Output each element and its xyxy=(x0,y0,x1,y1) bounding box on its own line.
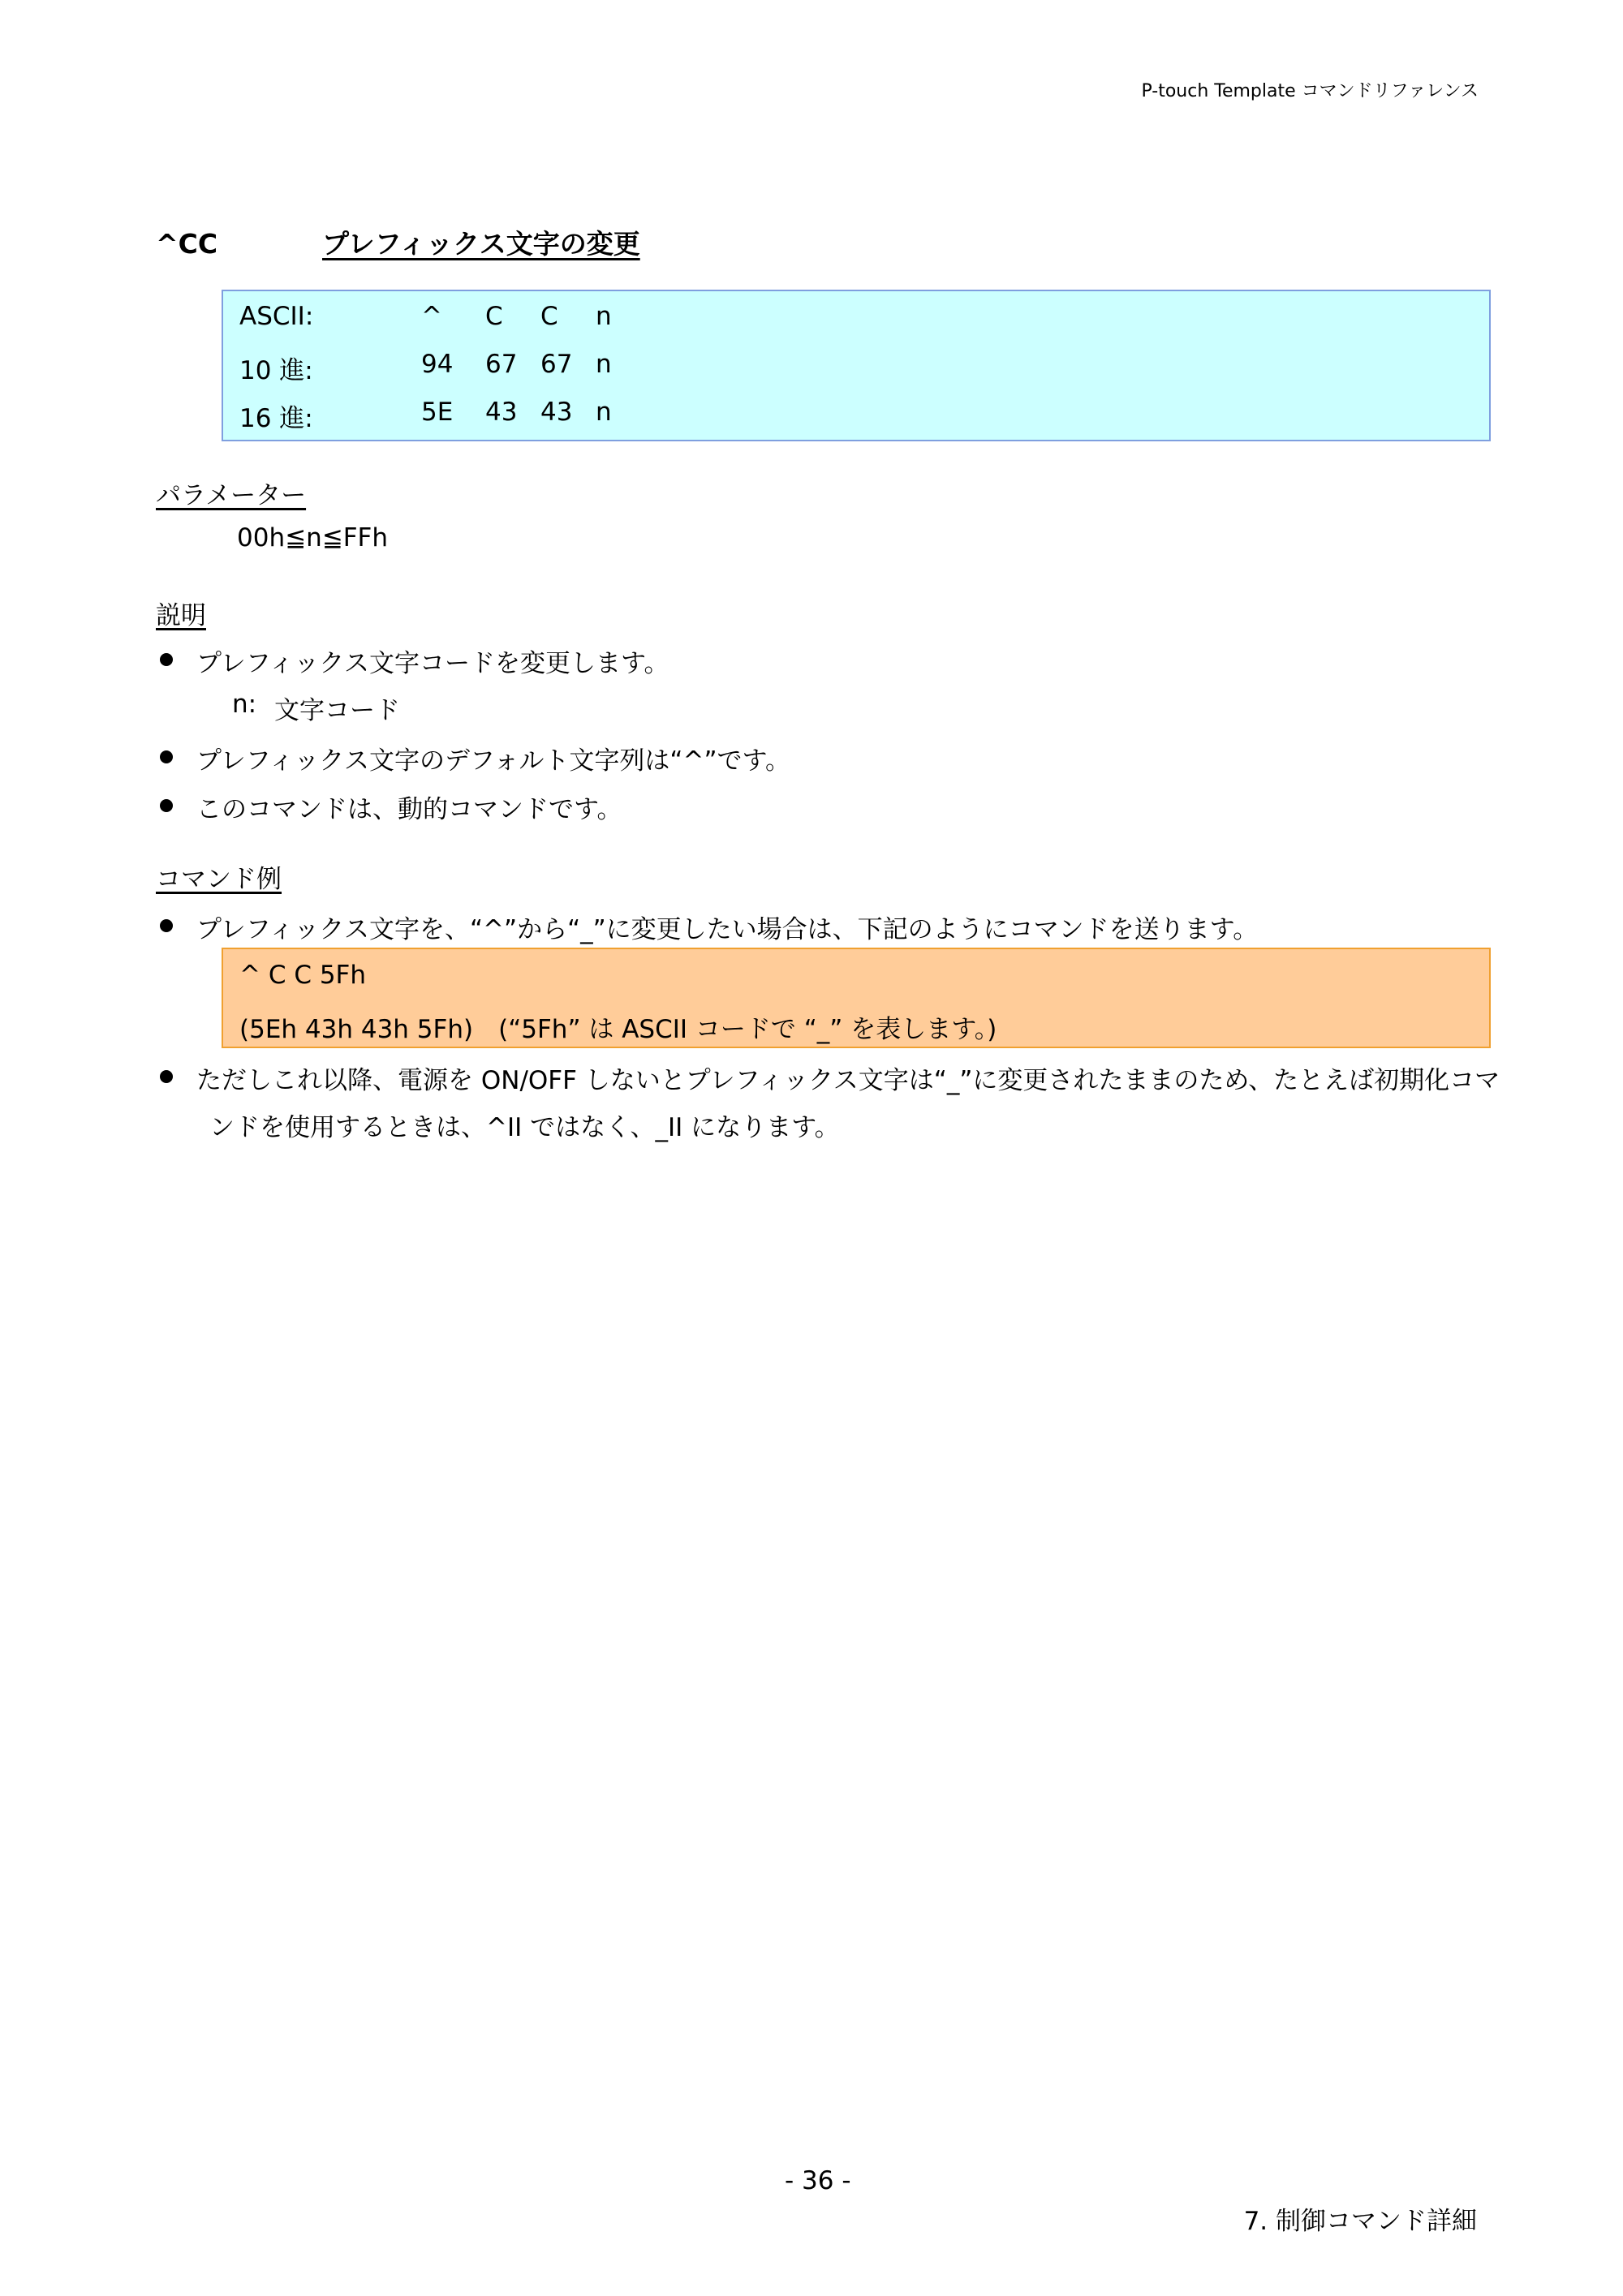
description-item: プレフィックス文字コードを変更します。 xyxy=(196,649,669,678)
encoding-cell: 94 xyxy=(421,350,454,379)
encoding-cell: C xyxy=(540,302,558,331)
command-name: ^CC xyxy=(156,228,218,260)
parameter-range: 00h≦n≦FFh xyxy=(237,523,388,553)
description-heading: 説明 xyxy=(156,601,206,630)
encoding-cell: n xyxy=(596,350,612,379)
bullet-icon xyxy=(160,750,173,763)
section-title xyxy=(156,223,640,261)
encoding-cell: C xyxy=(485,302,503,331)
page-number: - 36 - xyxy=(785,2166,851,2195)
example-item: プレフィックス文字を、“^”から“_”に変更したい場合は、下記のようにコマンドを送ります。 xyxy=(196,915,1259,944)
encoding-row-label: 16 進: xyxy=(239,404,313,433)
encoding-cell: 67 xyxy=(485,350,518,379)
encoding-row-label: ASCII: xyxy=(239,302,314,331)
encoding-table xyxy=(222,290,1491,441)
command-title: プレフィックス文字の変更 xyxy=(322,228,640,260)
param-description: 文字コード xyxy=(274,696,400,725)
chapter-footer: 7. 制御コマンド詳細 xyxy=(1243,2207,1477,2236)
encoding-cell: 67 xyxy=(540,350,573,379)
bullet-icon xyxy=(160,919,173,932)
running-header: P-touch Template コマンドリファレンス xyxy=(1141,81,1479,101)
encoding-cell: 43 xyxy=(485,398,518,427)
encoding-cell: n xyxy=(596,398,612,427)
description-item: このコマンドは、動的コマンドです。 xyxy=(196,795,622,824)
command-example-line: ^ C C 5Fh xyxy=(239,961,367,990)
encoding-row-label: 10 進: xyxy=(239,356,313,385)
param-name: n: xyxy=(232,690,257,719)
bullet-icon xyxy=(160,799,173,812)
example-note-line: ただしこれ以降、電源を ON/OFF しないとプレフィックス文字は“_”に変更されたままのため、たとえば初期化コマ xyxy=(196,1066,1500,1095)
command-example-line: (5Eh 43h 43h 5Fh) (“5Fh” は ASCII コードで “_” を表します。) xyxy=(239,1015,997,1044)
bullet-icon xyxy=(160,653,173,666)
example-note-line: ンドを使用するときは、^II ではなく、_II になります。 xyxy=(209,1113,840,1142)
bullet-icon xyxy=(160,1070,173,1083)
encoding-cell: n xyxy=(596,302,612,331)
encoding-cell: ^ xyxy=(421,302,442,331)
encoding-cell: 43 xyxy=(540,398,573,427)
command-example-box xyxy=(222,948,1491,1048)
description-item: プレフィックス文字のデフォルト文字列は“^”です。 xyxy=(196,746,791,776)
encoding-cell: 5E xyxy=(421,398,454,427)
example-heading: コマンド例 xyxy=(156,865,282,894)
parameters-heading: パラメーター xyxy=(156,481,307,510)
